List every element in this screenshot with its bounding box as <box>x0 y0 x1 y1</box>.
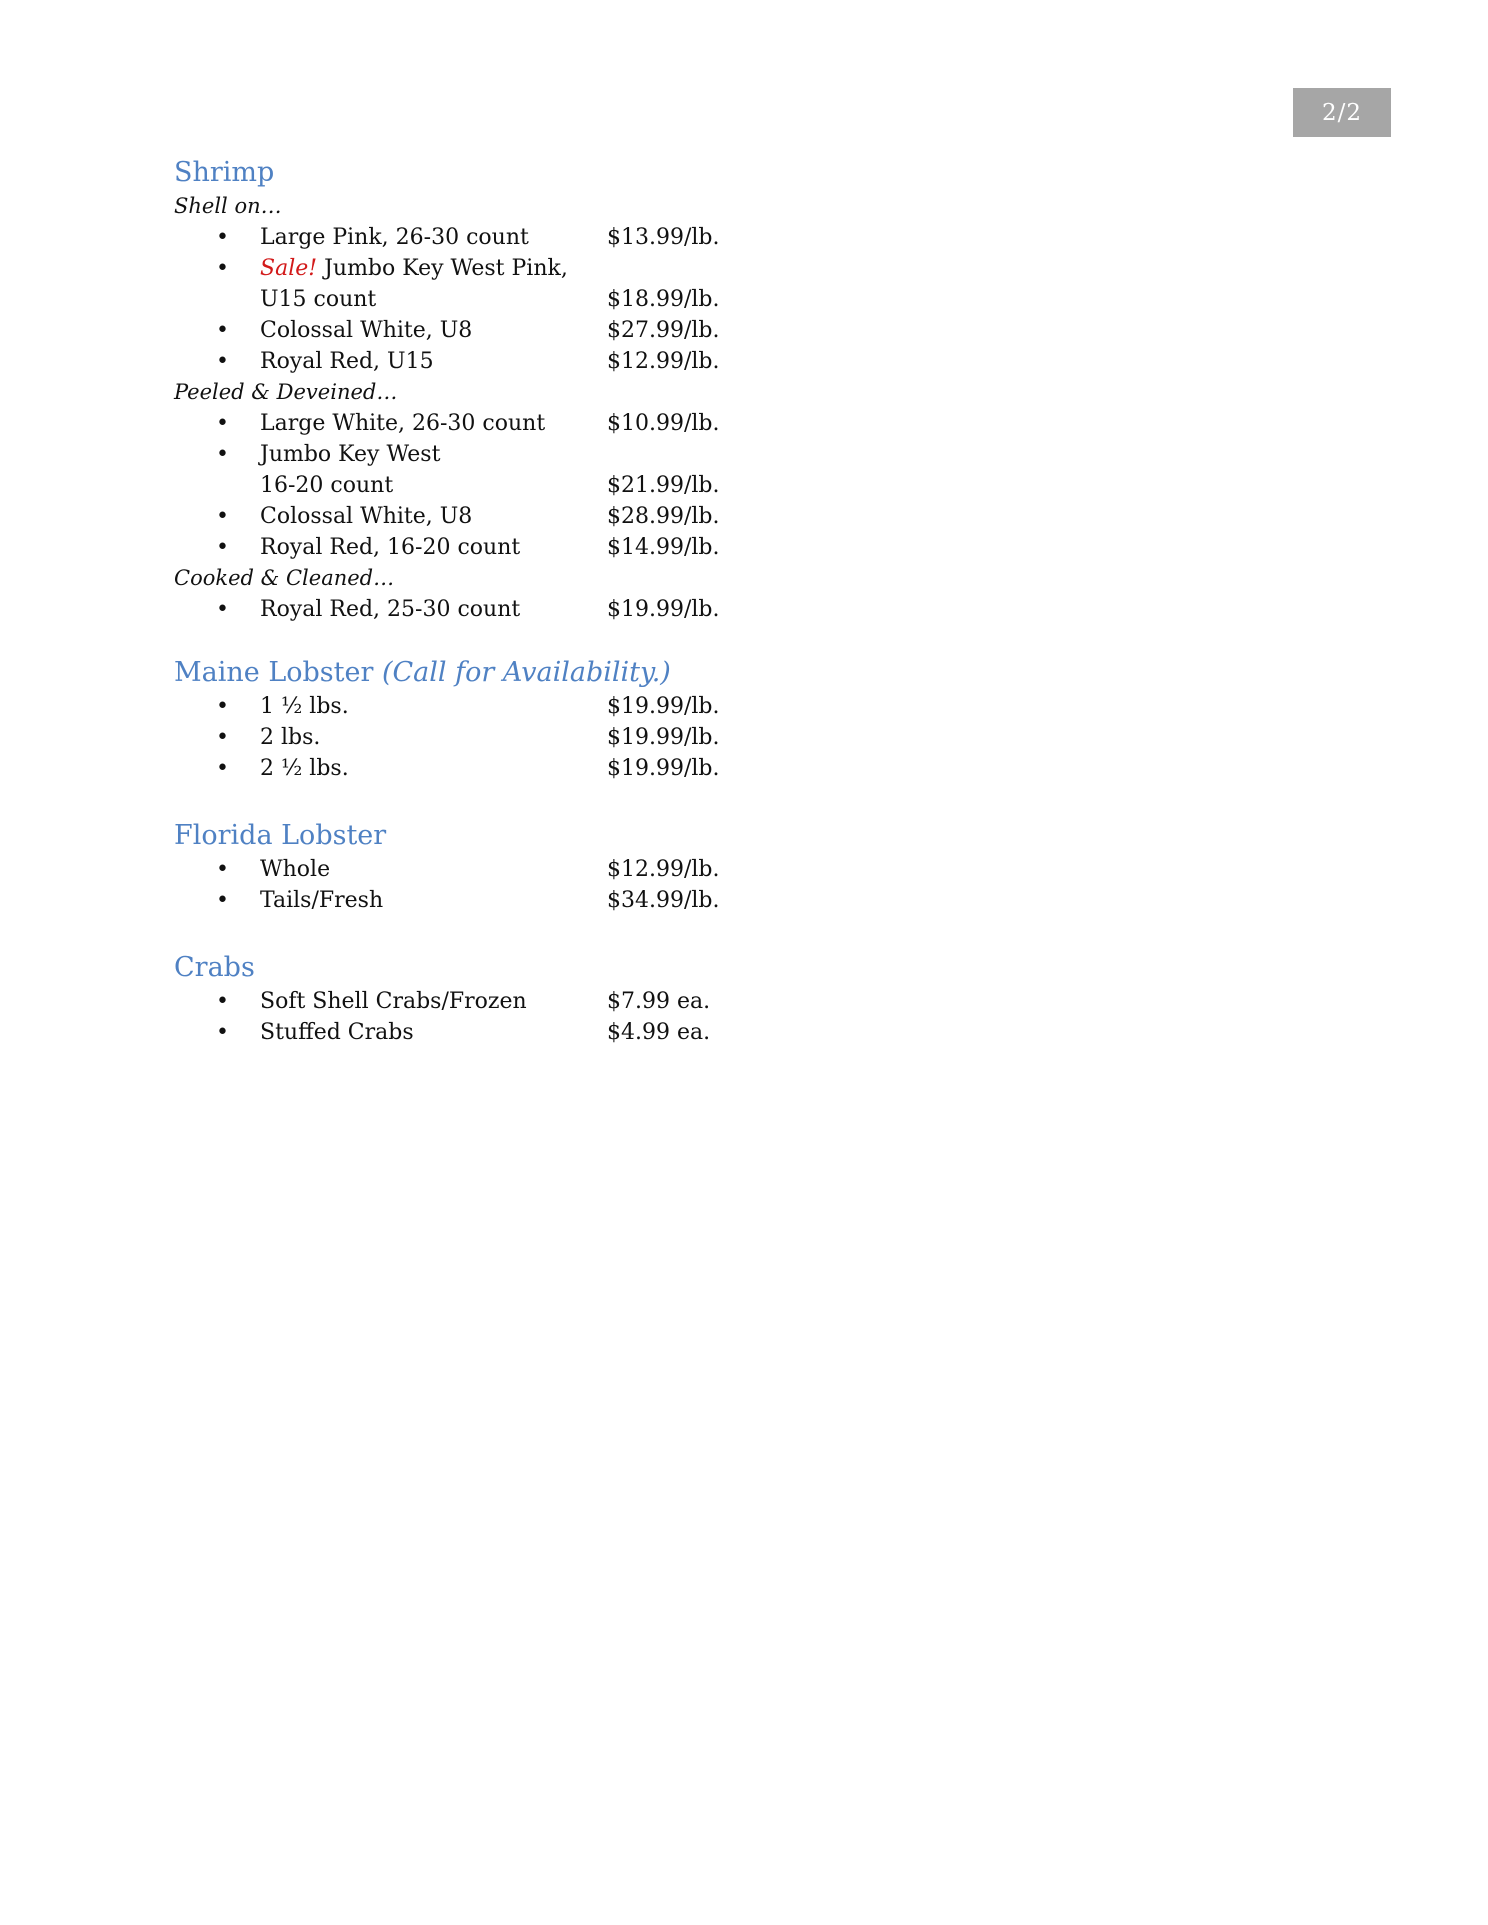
crabs-list <box>174 986 874 1048</box>
bullet-icon: • <box>216 888 229 913</box>
cooked-cleaned-label: Cooked & Cleaned… <box>174 566 395 590</box>
maine-lobster-title-text: Maine Lobster <box>174 657 382 688</box>
bullet-icon: • <box>216 857 229 882</box>
shell-on-list <box>174 222 874 377</box>
item-price: $19.99/lb. <box>607 694 720 719</box>
item-price: $4.99 ea. <box>607 1020 711 1045</box>
crabs-section <box>174 950 874 1048</box>
item-name: Royal Red, 25-30 count <box>260 597 521 622</box>
item-price: $19.99/lb. <box>607 756 720 781</box>
bullet-icon: • <box>216 349 229 374</box>
item-price: $14.99/lb. <box>607 535 720 560</box>
list-item <box>174 222 874 253</box>
list-item <box>174 1017 874 1048</box>
florida-lobster-title: Florida Lobster <box>174 820 387 851</box>
list-item <box>174 346 874 377</box>
maine-lobster-section <box>174 655 874 784</box>
item-name <box>260 439 607 501</box>
list-item <box>174 594 874 625</box>
list-item <box>174 691 874 722</box>
page-number-badge: 2/2 <box>1293 88 1391 137</box>
item-name: 2 ½ lbs. <box>260 756 349 781</box>
cooked-list <box>174 594 874 625</box>
spacer <box>174 784 874 818</box>
bullet-icon: • <box>216 756 229 781</box>
sale-badge: Sale! <box>260 256 318 281</box>
item-name: Large White, 26-30 count <box>260 411 546 436</box>
bullet-icon: • <box>216 1020 229 1045</box>
bullet-icon: • <box>216 504 229 529</box>
list-item <box>174 753 874 784</box>
bullet-icon: • <box>216 225 229 250</box>
bullet-icon: • <box>216 694 229 719</box>
florida-lobster-section <box>174 818 874 916</box>
crabs-title: Crabs <box>174 952 255 983</box>
item-name-line2: U15 count <box>260 287 377 312</box>
bullet-icon: • <box>216 256 229 281</box>
item-price: $13.99/lb. <box>607 225 720 250</box>
item-name <box>260 253 607 315</box>
shrimp-title: Shrimp <box>174 157 275 188</box>
bullet-icon: • <box>216 318 229 343</box>
item-name: 1 ½ lbs. <box>260 694 349 719</box>
bullet-icon: • <box>216 535 229 560</box>
maine-lobster-list <box>174 691 874 784</box>
spacer <box>174 625 874 655</box>
spacer <box>174 916 874 950</box>
item-name-line1: Jumbo Key West <box>260 442 441 467</box>
shrimp-section <box>174 155 874 625</box>
peeled-deveined-label: Peeled & Deveined… <box>174 380 398 404</box>
item-price: $12.99/lb. <box>607 349 720 374</box>
list-item <box>174 501 874 532</box>
list-item <box>174 722 874 753</box>
list-item <box>174 986 874 1017</box>
bullet-icon: • <box>216 411 229 436</box>
list-item <box>174 885 874 916</box>
shell-on-label: Shell on… <box>174 194 282 218</box>
bullet-icon: • <box>216 597 229 622</box>
availability-note: (Call for Availability.) <box>381 657 671 688</box>
item-name: Soft Shell Crabs/Frozen <box>260 989 527 1014</box>
florida-lobster-list <box>174 854 874 916</box>
bullet-icon: • <box>216 989 229 1014</box>
item-price: $19.99/lb. <box>607 597 720 622</box>
item-name: Colossal White, U8 <box>260 318 473 343</box>
item-name-line2: 16-20 count <box>260 473 394 498</box>
list-item <box>174 532 874 563</box>
list-item <box>174 408 874 439</box>
item-name-text: Jumbo Key West Pink, <box>317 256 568 281</box>
item-price: $7.99 ea. <box>607 989 711 1014</box>
price-list <box>174 155 874 1048</box>
item-price: $21.99/lb. <box>607 473 720 498</box>
list-item <box>174 253 874 315</box>
item-name: 2 lbs. <box>260 725 321 750</box>
list-item <box>174 854 874 885</box>
item-price: $19.99/lb. <box>607 725 720 750</box>
item-name: Whole <box>260 857 331 882</box>
bullet-icon: • <box>216 725 229 750</box>
item-price: $10.99/lb. <box>607 411 720 436</box>
item-price: $18.99/lb. <box>607 287 720 312</box>
item-price: $34.99/lb. <box>607 888 720 913</box>
peeled-list <box>174 408 874 563</box>
bullet-icon: • <box>216 442 229 467</box>
item-name: Stuffed Crabs <box>260 1020 414 1045</box>
maine-lobster-title <box>174 655 874 691</box>
item-name: Tails/Fresh <box>260 888 384 913</box>
item-name: Colossal White, U8 <box>260 504 473 529</box>
list-item <box>174 315 874 346</box>
item-price: $28.99/lb. <box>607 504 720 529</box>
item-name: Large Pink, 26-30 count <box>260 225 529 250</box>
item-price: $27.99/lb. <box>607 318 720 343</box>
item-price: $12.99/lb. <box>607 857 720 882</box>
list-item <box>174 439 874 501</box>
item-name: Royal Red, U15 <box>260 349 434 374</box>
item-name-line1 <box>260 253 607 284</box>
item-name: Royal Red, 16-20 count <box>260 535 521 560</box>
